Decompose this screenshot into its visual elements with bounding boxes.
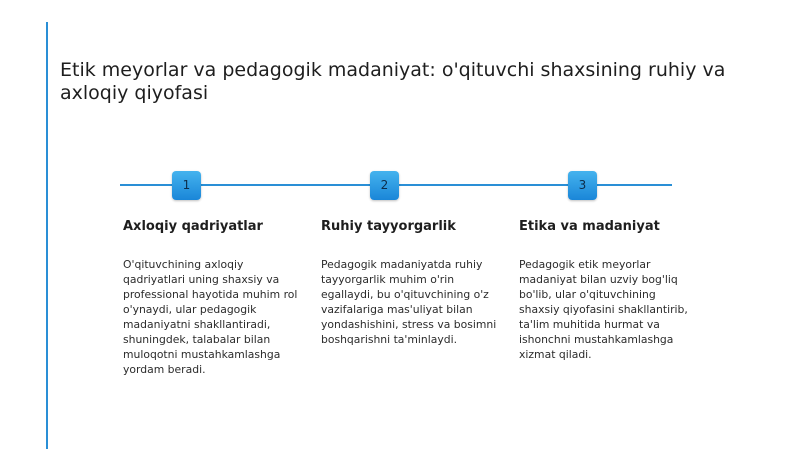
- step-heading: Etika va madaniyat: [519, 219, 660, 234]
- step-marker-3: 3: [568, 171, 597, 200]
- step-column-2: [321, 219, 499, 358]
- step-body: Pedagogik madaniyatda ruhiy tayyorgarlik muhim o'rin egallaydi, bu o'qituvchining o'z vazifalariga mas'uliyat bilan yondashishini, stress va bosimni boshqarishni ta'minlaydi.: [321, 258, 497, 346]
- step-column-3: [519, 219, 697, 373]
- step-marker-2: 2: [370, 171, 399, 200]
- step-body: Pedagogik etik meyorlar madaniyat bilan uzviy bog'liq bo'lib, ular o'qituvchining shaxsiy qiyofasini shakllantirib, ta'lim muhitida hurmat va ishonchni mustahkamlashga xizmat qiladi.: [519, 258, 688, 361]
- step-column-1: [123, 219, 301, 388]
- step-heading: Axloqiy qadriyatlar: [123, 219, 263, 234]
- step-marker-1: 1: [172, 171, 201, 200]
- step-body: O'qituvchining axloqiy qadriyatlari uning shaxsiy va professional hayotida muhim rol o'ynaydi, ular pedagogik madaniyatni shakllantiradi, shuningdek, talabalar bilan muloqotni mustahkamlashga yordam beradi.: [123, 258, 298, 376]
- left-accent-rule: [46, 22, 48, 449]
- step-heading: Ruhiy tayyorgarlik: [321, 219, 456, 234]
- slide-title: Etik meyorlar va pedagogik madaniyat: o'qituvchi shaxsining ruhiy va axloqiy qiyofasi: [60, 58, 726, 104]
